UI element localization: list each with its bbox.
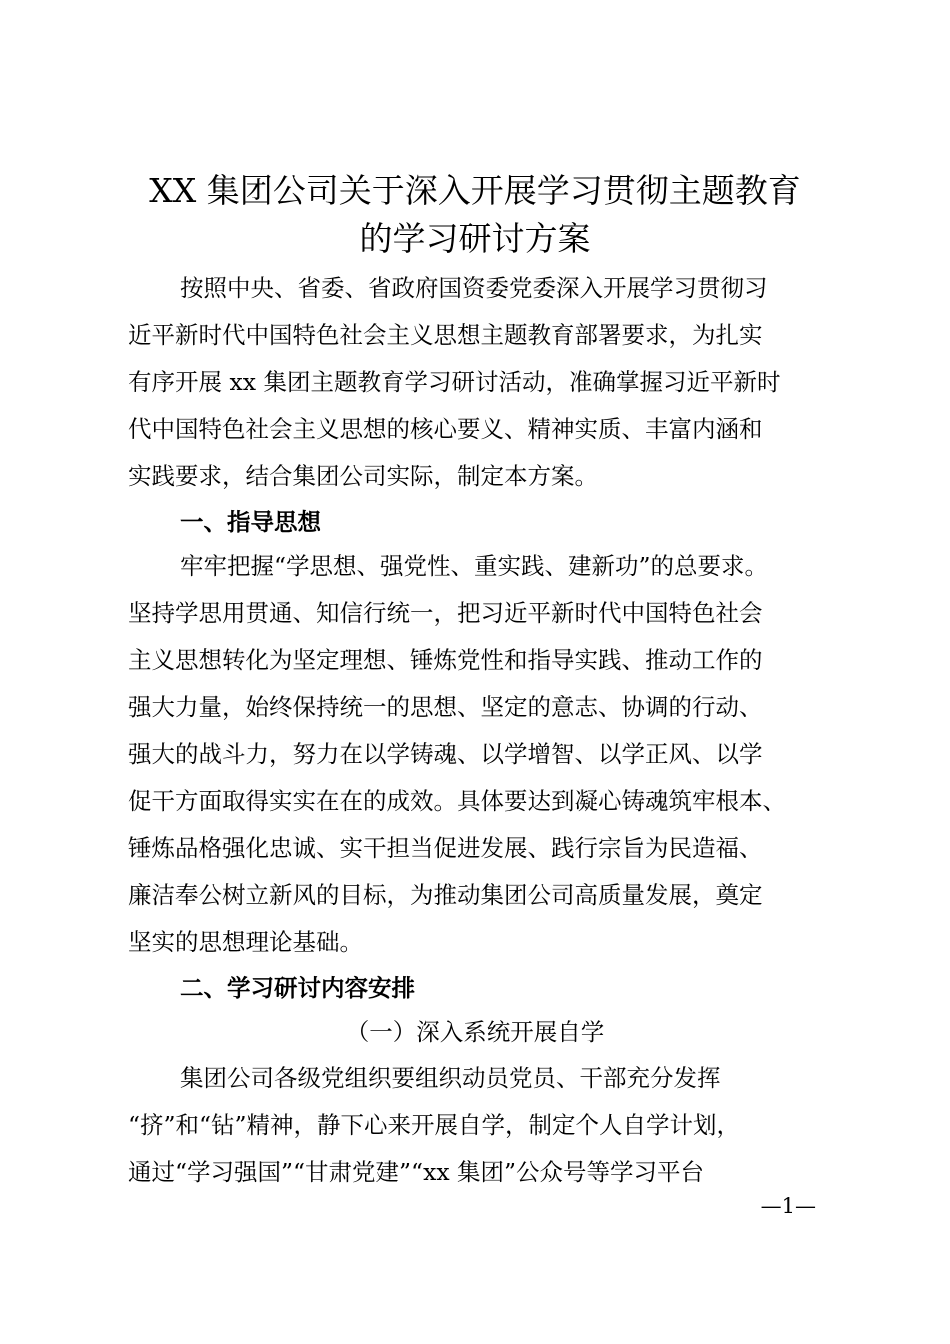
section1-line-8: 廉洁奉公树立新风的目标，为推动集团公司高质量发展，奠定 [128, 881, 763, 909]
intro-line-2: 近平新时代中国特色社会主义思想主题教育部署要求，为扎实 [128, 321, 763, 349]
section1-line-9: 坚实的思想理论基础。 [128, 928, 363, 956]
document-title-line-2: 的学习研讨方案 [359, 219, 591, 258]
subsection1-line-1: 集团公司各级党组织要组织动员党员、干部充分发挥 [180, 1064, 721, 1092]
intro-line-5: 实践要求，结合集团公司实际，制定本方案。 [128, 462, 598, 490]
section-heading-guiding-thought: 一、指导思想 [180, 508, 321, 536]
subsection-heading-self-study: （一）深入系统开展自学 [345, 1018, 605, 1046]
intro-line-3: 有序开展 xx 集团主题教育学习研讨活动，准确掌握习近平新时 [128, 368, 781, 396]
subsection1-line-3: 通过“学习强国”“甘肃党建”“xx 集团”公众号等学习平台 [128, 1158, 705, 1186]
intro-line-1: 按照中央、省委、省政府国资委党委深入开展学习贯彻习 [180, 274, 768, 302]
subsection1-line-2: “挤”和“钻”精神，静下心来开展自学，制定个人自学计划， [128, 1111, 741, 1139]
section-heading-study-arrangement: 二、学习研讨内容安排 [180, 974, 415, 1002]
document-title-line-1: XX 集团公司关于深入开展学习贯彻主题教育 [149, 171, 801, 210]
page-number: —1— [760, 1194, 816, 1218]
intro-line-4: 代中国特色社会主义思想的核心要义、精神实质、丰富内涵和 [128, 415, 763, 443]
section1-line-6: 促干方面取得实实在在的成效。具体要达到凝心铸魂筑牢根本、 [128, 787, 786, 815]
section1-line-2: 坚持学思用贯通、知信行统一，把习近平新时代中国特色社会 [128, 599, 763, 627]
section1-line-7: 锤炼品格强化忠诚、实干担当促进发展、践行宗旨为民造福、 [128, 834, 763, 862]
section1-line-1: 牢牢把握“学思想、强党性、重实践、建新功”的总要求。 [180, 552, 769, 580]
section1-line-5: 强大的战斗力，努力在以学铸魂、以学增智、以学正风、以学 [128, 740, 763, 768]
section1-line-4: 强大力量，始终保持统一的思想、坚定的意志、协调的行动、 [128, 693, 763, 721]
section1-line-3: 主义思想转化为坚定理想、锤炼党性和指导实践、推动工作的 [128, 646, 763, 674]
